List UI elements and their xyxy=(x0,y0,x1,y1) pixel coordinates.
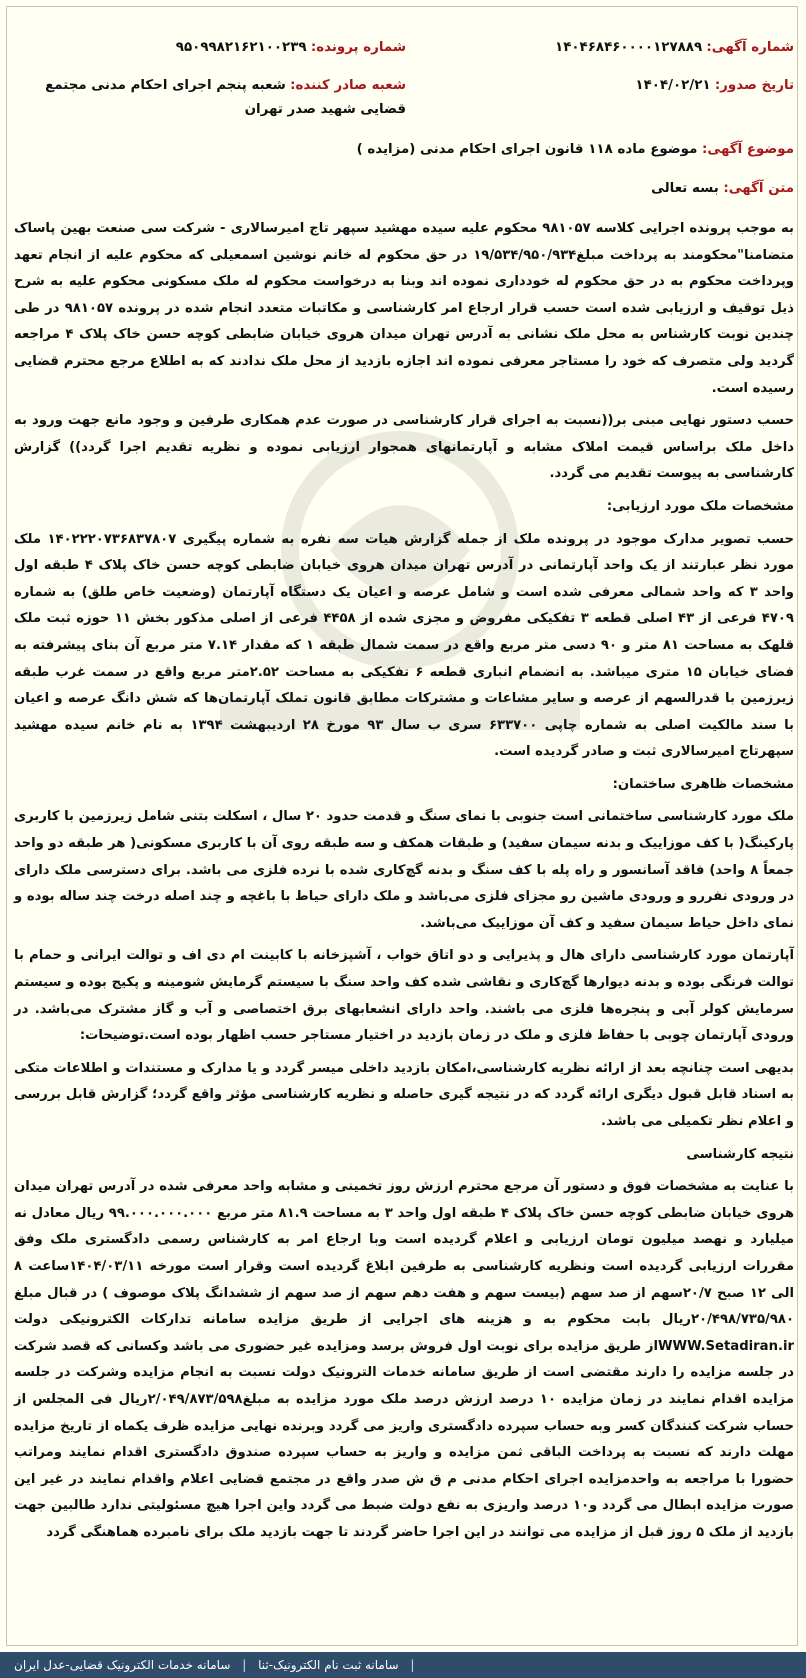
apartment-section-text: آپارتمان مورد کارشناسی دارای هال و پذیرایی و دو اتاق خواب ، آشپزخانه با کابینت ام دی اف و توالت ایرانی و حمام با توالت فرنگی بوده و بدنه دیوارها گچ‌کاری و نقاشی شده کف واحد سنگ با سیستم گرمایش شومینه و پکیج بوده و سیستم سرمایش کولر آبی و پنجره‌ها فلزی می باشند. واحد دارای انشعابهای برق اختصاصی و آب و گاز مشترک می‌باشد. در ورودی آپارتمان چوبی با حفاظ فلزی و ملک در زمان بازدید در اختیار مستاجر حسب اظهار بوده است.توضیحات: xyxy=(14,948,794,1044)
property-section-text: حسب تصویر مدارک موجود در پرونده ملک از جمله گزارش هیات سه نفره به شماره پیگیری ۱۴۰۲۲۲۰۷۳۶۸۳۷۸۰۷ ملک مورد نظر عبارتند از یک واحد آپارتمانی در آدرس تهران میدان هروی خیابان ضابطی کوچه حسن خاک پلاک ۴ طبقه اول واحد ۳ که واحد شمالی معرفی شده است و شامل عرصه و اعیان یک دستگاه آپارتمان (وضعیت خاص طلق) به شماره ۴۷۰۹ فرعی از ۴۳ اصلی قطعه ۳ تفکیکی مفروض و مجزی شده از ۴۴۵۸ فرعی از اصلی مذکور بخش ۱۱ حوزه ثبت ملک قلهک به مساحت ۸۱ متر و ۹۰ دسی متر مربع واقع در سمت شمال طبقه ۱ که مقدار ۷.۱۴ متر مربع آن بنای پیشرفته به فضای خیابان ۱۵ متری میباشد. به انضمام انباری قطعه ۶ تفکیکی به مساحت ۲.۵۲متر مربع واقع در سمت غرب طبقه زیرزمین با قدرالسهم از عرصه و سایر مشاعات و مشترکات مطابق قانون تملک آپارتمان‌ها که شش دانگ عرصه و اعیان با سند مالکیت اصلی به شماره چاپی ۶۳۳۷۰۰ سری ب سال ۹۳ مورخ ۲۸ اردیبهشت ۱۳۹۴ به نام خانم سیده مهشید سپهرتاج امیرسالاری ثبت و صادر گردیده است. xyxy=(14,531,795,760)
issuer-row xyxy=(14,74,406,122)
issuer-value: شعبه پنجم اجرای احکام مدنی مجتمع قضایی شهید صدر تهران xyxy=(45,78,406,117)
building-section-title: مشخصات ظاهری ساختمان: xyxy=(612,776,794,792)
footer-separator: | xyxy=(242,1658,247,1672)
result-text-part-a: با عنایت به مشخصات فوق و دستور آن مرجع محترم ارزش روز تخمینی و مشابه واحد معرفی شده در آدرس تهران میدان هروی خیابان ضابطی کوچه حسن خاک پلاک ۴ طبقه اول واحد ۳ به مساحت ۸۱.۹ متر مربع ۹۹.۰۰۰.۰۰۰.۰۰۰ ریال معادل نه میلیارد و نهصد میلیون تومان ارزیابی و اعلام گردیده است وبا ارجاع امر به کارشناس رسمی دادگستری ملک وفق مقررات ارزیابی گردیده است ونظریه کارشناسی به طرفین ابلاغ گردیده است وقرار است مورخه ۱۴۰۴/۰۳/۱۱ساعت ۸ الی ۱۲ صبح ۲۰/۷سهم از صد سهم (بیست سهم و هفت دهم سهم از صد سهم از ششدانگ پلاک موصوف ) در قبال مبلغ ۲۰/۴۹۸/۷۳۵/۹۸۰ریال بابت محکوم به و هزینه های اجرایی از طریق مزایده سامانه تدارکات الکترونیکی دولت xyxy=(14,1179,794,1328)
result-section-text xyxy=(14,1174,794,1546)
paragraph-intro: به موجب پرونده اجرایی کلاسه ۹۸۱۰۵۷ محکوم علیه سیده مهشید سپهر تاج امیرسالاری - شرکت سی صنعت بهین پاساک متضامنا"محکومند به پرداخت مبلغ۱۹/۵۳۴/۹۵۰/۹۳۴ در حق محکوم له خانم نوشین اسمعیلی که محکوم علیه از انجام تعهد وپرداخت محکوم به در حق محکوم له خودداری نموده اند وبنا به درخواست محکوم له ملک مسکونی محکوم علیه به شرح ذیل توقیف و ارزیابی شده است حسب قرار ارجاع امر کارشناسی و مکاتبات متعدد انجام شده در پرونده ۹۸۱۰۵۷ در طی چندین نوبت کارشناس به محل ملک نشانی به آدرس تهران میدان هروی خیابان ضابطی کوچه حسن خاک پلاک ۴ مراجعه گردید ولی متصرف که خود را مستاجر معرفی نموده اند اجازه بازدید از محل ملک ندادند که به اطلاع مرجع محترم قضایی رسیده است. xyxy=(14,221,795,396)
issue-date-row xyxy=(414,74,794,98)
text-head-row xyxy=(14,181,794,196)
footer-link-sana[interactable]: سامانه ثبت نام الکترونیک-ثنا xyxy=(258,1658,399,1672)
notes-section-text: بدیهی است چنانچه بعد از ارائه نظریه کارشناسی،امکان بازدید داخلی میسر گردد و یا مدارک و مستندات و اطلاعات متکی به اسناد قابل قبول دیگری ارائه گردد که در نتیجه گیری حاصله و نظریه کارشناسی مؤثر واقع گردد؛ گزارش قابل بررسی و اعلام نظر تکمیلی می باشد. xyxy=(14,1060,794,1129)
result-section-title: نتیجه کارشناسی xyxy=(686,1146,794,1162)
subject-label: موضوع آگهی: xyxy=(702,142,794,157)
case-number-value: ۹۵۰۹۹۸۲۱۶۲۱۰۰۲۳۹ xyxy=(175,40,307,55)
issue-date-value: ۱۴۰۴/۰۲/۲۱ xyxy=(635,78,711,93)
subject-value: موضوع ماده ۱۱۸ قانون اجرای احکام مدنی (مزایده ) xyxy=(356,142,698,157)
building-section-text: ملک مورد کارشناسی ساختمانی است جنوبی با نمای سنگ و قدمت حدود ۲۰ سال ، اسکلت بتنی شامل زیرزمین با کاربری پارکینگ( با کف موزاییک و بدنه سیمان سفید) و طبقات همکف و سه طبقه روی آن با کاربری مسکونی( هر طبقه دو واحد جمعاً ۸ واحد) فاقد آسانسور و راه پله با کف سنگ و بدنه گچ‌کاری شده با نرده فلزی می باشد. برای دسترسی ملک دارای در ورودی نفررو و ورودی ماشین رو مجزای فلزی می‌باشد و ملک دارای حیاط با باغچه و چند اصله درخت چند ساله بوده و نمای داخل حیاط سیمان سفید و کف آن موزاییک می‌باشد. xyxy=(14,809,794,931)
footer-bar xyxy=(0,1652,806,1678)
text-head-label: متن آگهی: xyxy=(723,181,794,196)
footer-link-adliran[interactable]: سامانه خدمات الکترونیک قضایی-عدل ایران xyxy=(14,1658,231,1672)
case-number-row xyxy=(14,36,406,60)
ad-number-label: شماره آگهی: xyxy=(706,40,794,55)
ad-number-row xyxy=(414,36,794,60)
case-number-label: شماره پرونده: xyxy=(310,40,406,55)
property-section-title: مشخصات ملک مورد ارزیابی: xyxy=(606,498,794,514)
paragraph-order: حسب دستور نهایی مبنی بر((نسبت به اجرای قرار کارشناسی در صورت عدم همکاری طرفین و وجود مانع جهت ورود به داخل ملک براساس قیمت املاک مشابه و آپارتمانهای همجوار ارزیابی نموده و نظریه تقدیم اجرا گردد)) گزارش کارشناسی به پیوست تقدیم می گردد. xyxy=(14,413,794,482)
text-head-value: بسه تعالی xyxy=(651,181,719,196)
footer-separator-2: | xyxy=(410,1658,415,1672)
issue-date-label: تاریخ صدور: xyxy=(714,78,794,93)
setadiran-link[interactable]: WWW.Setadiran.ir xyxy=(657,1338,794,1354)
result-text-part-b: از طریق مزایده برای نوبت اول فروش برسد ومزایده غیر حضوری می باشد وکسانی که قصد شرکت در جلسه مزایده را دارند مقتضی است از طریق سامانه خدمات الترونیک دولت نسبت به انجام مزایده وشرکت در جلسه مزایده اقدام نمایند در زمان مزایده ۱۰ درصد ارزش درصد ملک مورد مزایده به مبلغ۲/۰۴۹/۸۷۳/۵۹۸ریال فی المجلس از حساب شرکت کنندگان کسر وبه حساب سپرده دادگستری واریز می گردد وبرنده نهایی مزایده ظرف یکماه از تاریخ مزایده مهلت دارند که نسبت به پرداخت الباقی ثمن مزایده و واریز به حساب سپرده صندوق دادگستری اقدام نمایند ومراتب حضورا با مراجعه به واحدمزایده اجرای احکام مدنی م ق ش صدر واقع در مجتمع قضایی اعلام واقدام نمایند در غیر این صورت مزایده ابطال می گردد و۱۰ درصد واریزی به نفع دولت ضبط می گردد واین اجرا هیچ مسئولیتی ندارد طالبین جهت بازدید از ملک ۵ روز قبل از مزایده می توانند در این اجرا حاضر گردند تا جهت بازدید ملک برای نامبرده هماهنگی گردد xyxy=(14,1338,794,1540)
notice-body xyxy=(14,216,794,1553)
ad-number-value: ۱۴۰۴۶۸۴۶۰۰۰۰۱۲۷۸۸۹ xyxy=(555,40,703,55)
subject-row xyxy=(14,142,794,157)
issuer-label: شعبه صادر کننده: xyxy=(290,78,406,93)
